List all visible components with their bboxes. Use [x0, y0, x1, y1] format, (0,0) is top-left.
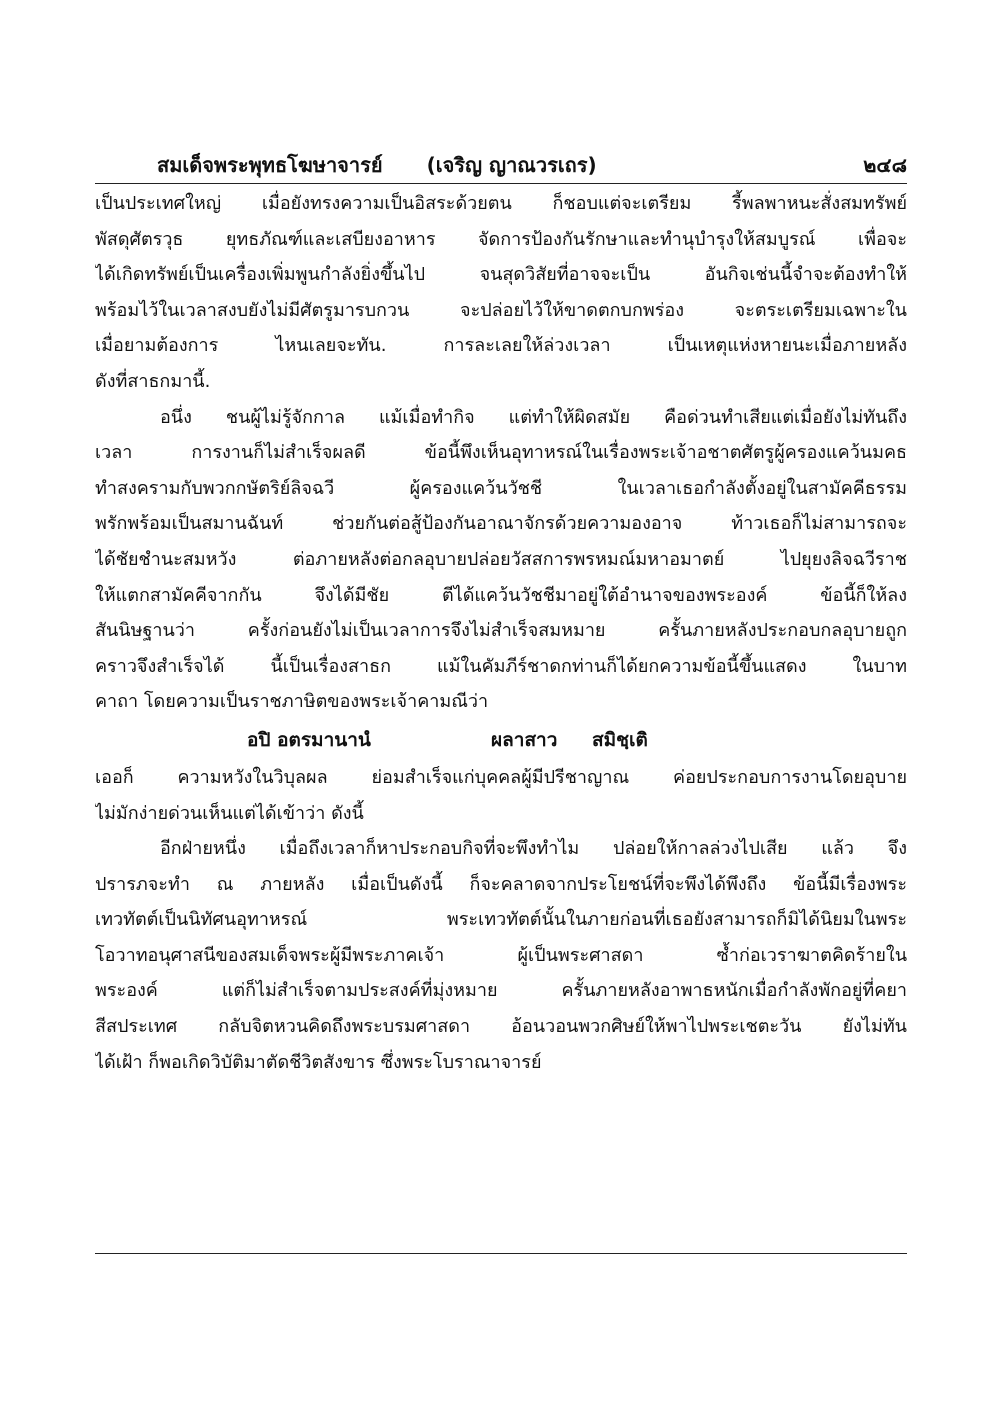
text-line: ทำสงครามกับพวกกษัตริย์ลิจฉวี ผู้ครองแคว้นวัชชี ในเวลาเธอกำลังตั้งอยู่ในสามัคคีธรรม — [95, 477, 907, 499]
header-author — [157, 149, 597, 181]
text-line: เมื่อยามต้องการ ไหนเลยจะทัน. การละเลยให้ล่วงเวลา เป็นเหตุแห่งหายนะเมื่อภายหลัง — [95, 335, 907, 357]
verse-part-3: สมิชฺเติ — [592, 728, 648, 751]
page-header — [95, 143, 907, 184]
text-line: ได้ชัยชำนะสมหวัง ต่อภายหลังต่อกลอุบายปล่อยวัสสการพรหมณ์มหาอมาตย์ ไปยุยงลิจฉวีราช — [95, 548, 907, 570]
text-line: คราวจึงสำเร็จได้ นี้เป็นเรื่องสาธก แม้ในคัมภีร์ชาดกท่านก็ได้ยกความข้อนี้ขึ้นแสดง ในบาท — [95, 655, 907, 677]
text-line: ปรารภจะทำ ณ ภายหลัง เมื่อเป็นดังนี้ ก็จะคลาดจากประโยชน์ที่จะพึงได้พึงถึง ข้อนี้มีเรื่องพระ — [95, 873, 907, 895]
page-number: ๒๔๘ — [863, 153, 907, 177]
text-line: อนึ่ง ชนผู้ไม่รู้จักกาล แม้เมื่อทำกิจ แต่ทำให้ผิดสมัย คือด่วนทำเสียแต่เมื่อยังไม่ทันถึง — [160, 406, 907, 428]
paragraph-4 — [95, 831, 907, 1080]
text-line: ไม่มักง่ายด่วนเห็นแต่ได้เข้าว่า ดังนี้ — [95, 802, 364, 824]
author-title: สมเด็จพระพุทธโฆษาจารย์ — [157, 153, 383, 177]
text-line: เออก็ ความหวังในวิบุลผล ย่อมสำเร็จแก่บุคคลผู้มีปรีชาญาณ ค่อยประกอบการงานโดยอุบาย — [95, 766, 907, 788]
text-line: พร้อมไว้ในเวลาสงบยังไม่มีศัตรูมารบกวน จะปล่อยไว้ให้ขาดตกบกพร่อง จะตระเตรียมเฉพาะใน — [95, 299, 907, 321]
text-line: เวลา การงานก็ไม่สำเร็จผลดี ข้อนี้พึงเห็นอุทาหรณ์ในเรื่องพระเจ้าอชาตศัตรูผู้ครองแคว้นมคธ — [95, 442, 907, 464]
pali-verse — [95, 720, 907, 760]
verse-part-1: อปิ อตรมานานํ — [247, 728, 371, 751]
paragraph-3 — [95, 760, 907, 831]
text-line: สันนิษฐานว่า ครั้งก่อนยังไม่เป็นเวลาการจึงไม่สำเร็จสมหมาย ครั้นภายหลังประกอบกลอุบายถูก — [95, 620, 907, 642]
text-line: อีกฝ่ายหนึ่ง เมื่อถึงเวลาก็หาประกอบกิจที่จะพึงทำไม ปล่อยให้กาลล่วงไปเสีย แล้ว จึง — [160, 838, 907, 860]
text-line: เป็นประเทศใหญ่ เมื่อยังทรงความเป็นอิสระด้วยตน ก็ชอบแต่จะเตรียม รี้พลพาหนะสั่งสมทรัพย์ — [95, 193, 907, 214]
verse-part-2: ผลาสาว — [491, 728, 558, 751]
text-line: ให้แตกสามัคคีจากกัน จึงได้มีชัย ตีได้แคว้นวัชชีมาอยู่ใต้อำนาจของพระองค์ ข้อนี้ก็ให้ลง — [95, 584, 907, 606]
footer-divider — [95, 1253, 907, 1254]
text-line: ดังที่สาธกมานี้. — [95, 370, 211, 392]
text-line: ได้เกิดทรัพย์เป็นเครื่องเพิ่มพูนกำลังยิ่งขึ้นไป จนสุดวิสัยที่อาจจะเป็น อันกิจเช่นนี้จำจะต้องทำให้ — [95, 264, 907, 286]
paragraph-2 — [95, 400, 907, 720]
text-line: พรักพร้อมเป็นสมานฉันท์ ช่วยกันต่อสู้ป้องกันอาณาจักรด้วยความองอาจ ท้าวเธอก็ไม่สามารถจะ — [95, 513, 907, 535]
author-name: (เจริญ ญาณวรเถร) — [426, 153, 597, 177]
paragraph-1 — [95, 186, 907, 400]
text-line: คาถา โดยความเป็นราชภาษิตของพระเจ้าคามณีว่า — [95, 691, 489, 713]
text-line: พัสดุศัตรวุธ ยุทธภัณฑ์และเสบียงอาหาร จัดการป้องกันรักษาและทำนุบำรุงให้สมบูรณ์ เพื่อจะ — [95, 228, 907, 250]
text-line: สีสประเทศ กลับจิตหวนคิดถึงพระบรมศาสดา อ้อนวอนพวกศิษย์ให้พาไปพระเชตะวัน ยังไม่ทัน — [95, 1016, 907, 1038]
text-line: โอวาทอนุศาสนีของสมเด็จพระผู้มีพระภาคเจ้า ผู้เป็นพระศาสดา ซ้ำก่อเวราฆาตคิดร้ายใน — [95, 944, 907, 966]
text-line: พระองค์ แต่ก็ไม่สำเร็จตามประสงค์ที่มุ่งหมาย ครั้นภายหลังอาพาธหนักเมื่อกำลังพักอยู่ที่คยา — [95, 980, 907, 1002]
text-line: ได้เฝ้า ก็พอเกิดวิบัติมาตัดชีวิตสังขาร ซึ่งพระโบราณาจารย์ — [95, 1051, 542, 1073]
body-text — [95, 186, 907, 1080]
text-line: เทวทัตต์เป็นนิทัศนอุทาหรณ์ พระเทวทัตต์นั้นในภายก่อนที่เธอยังสามารถก็มิได้นิยมในพระ — [95, 909, 907, 931]
